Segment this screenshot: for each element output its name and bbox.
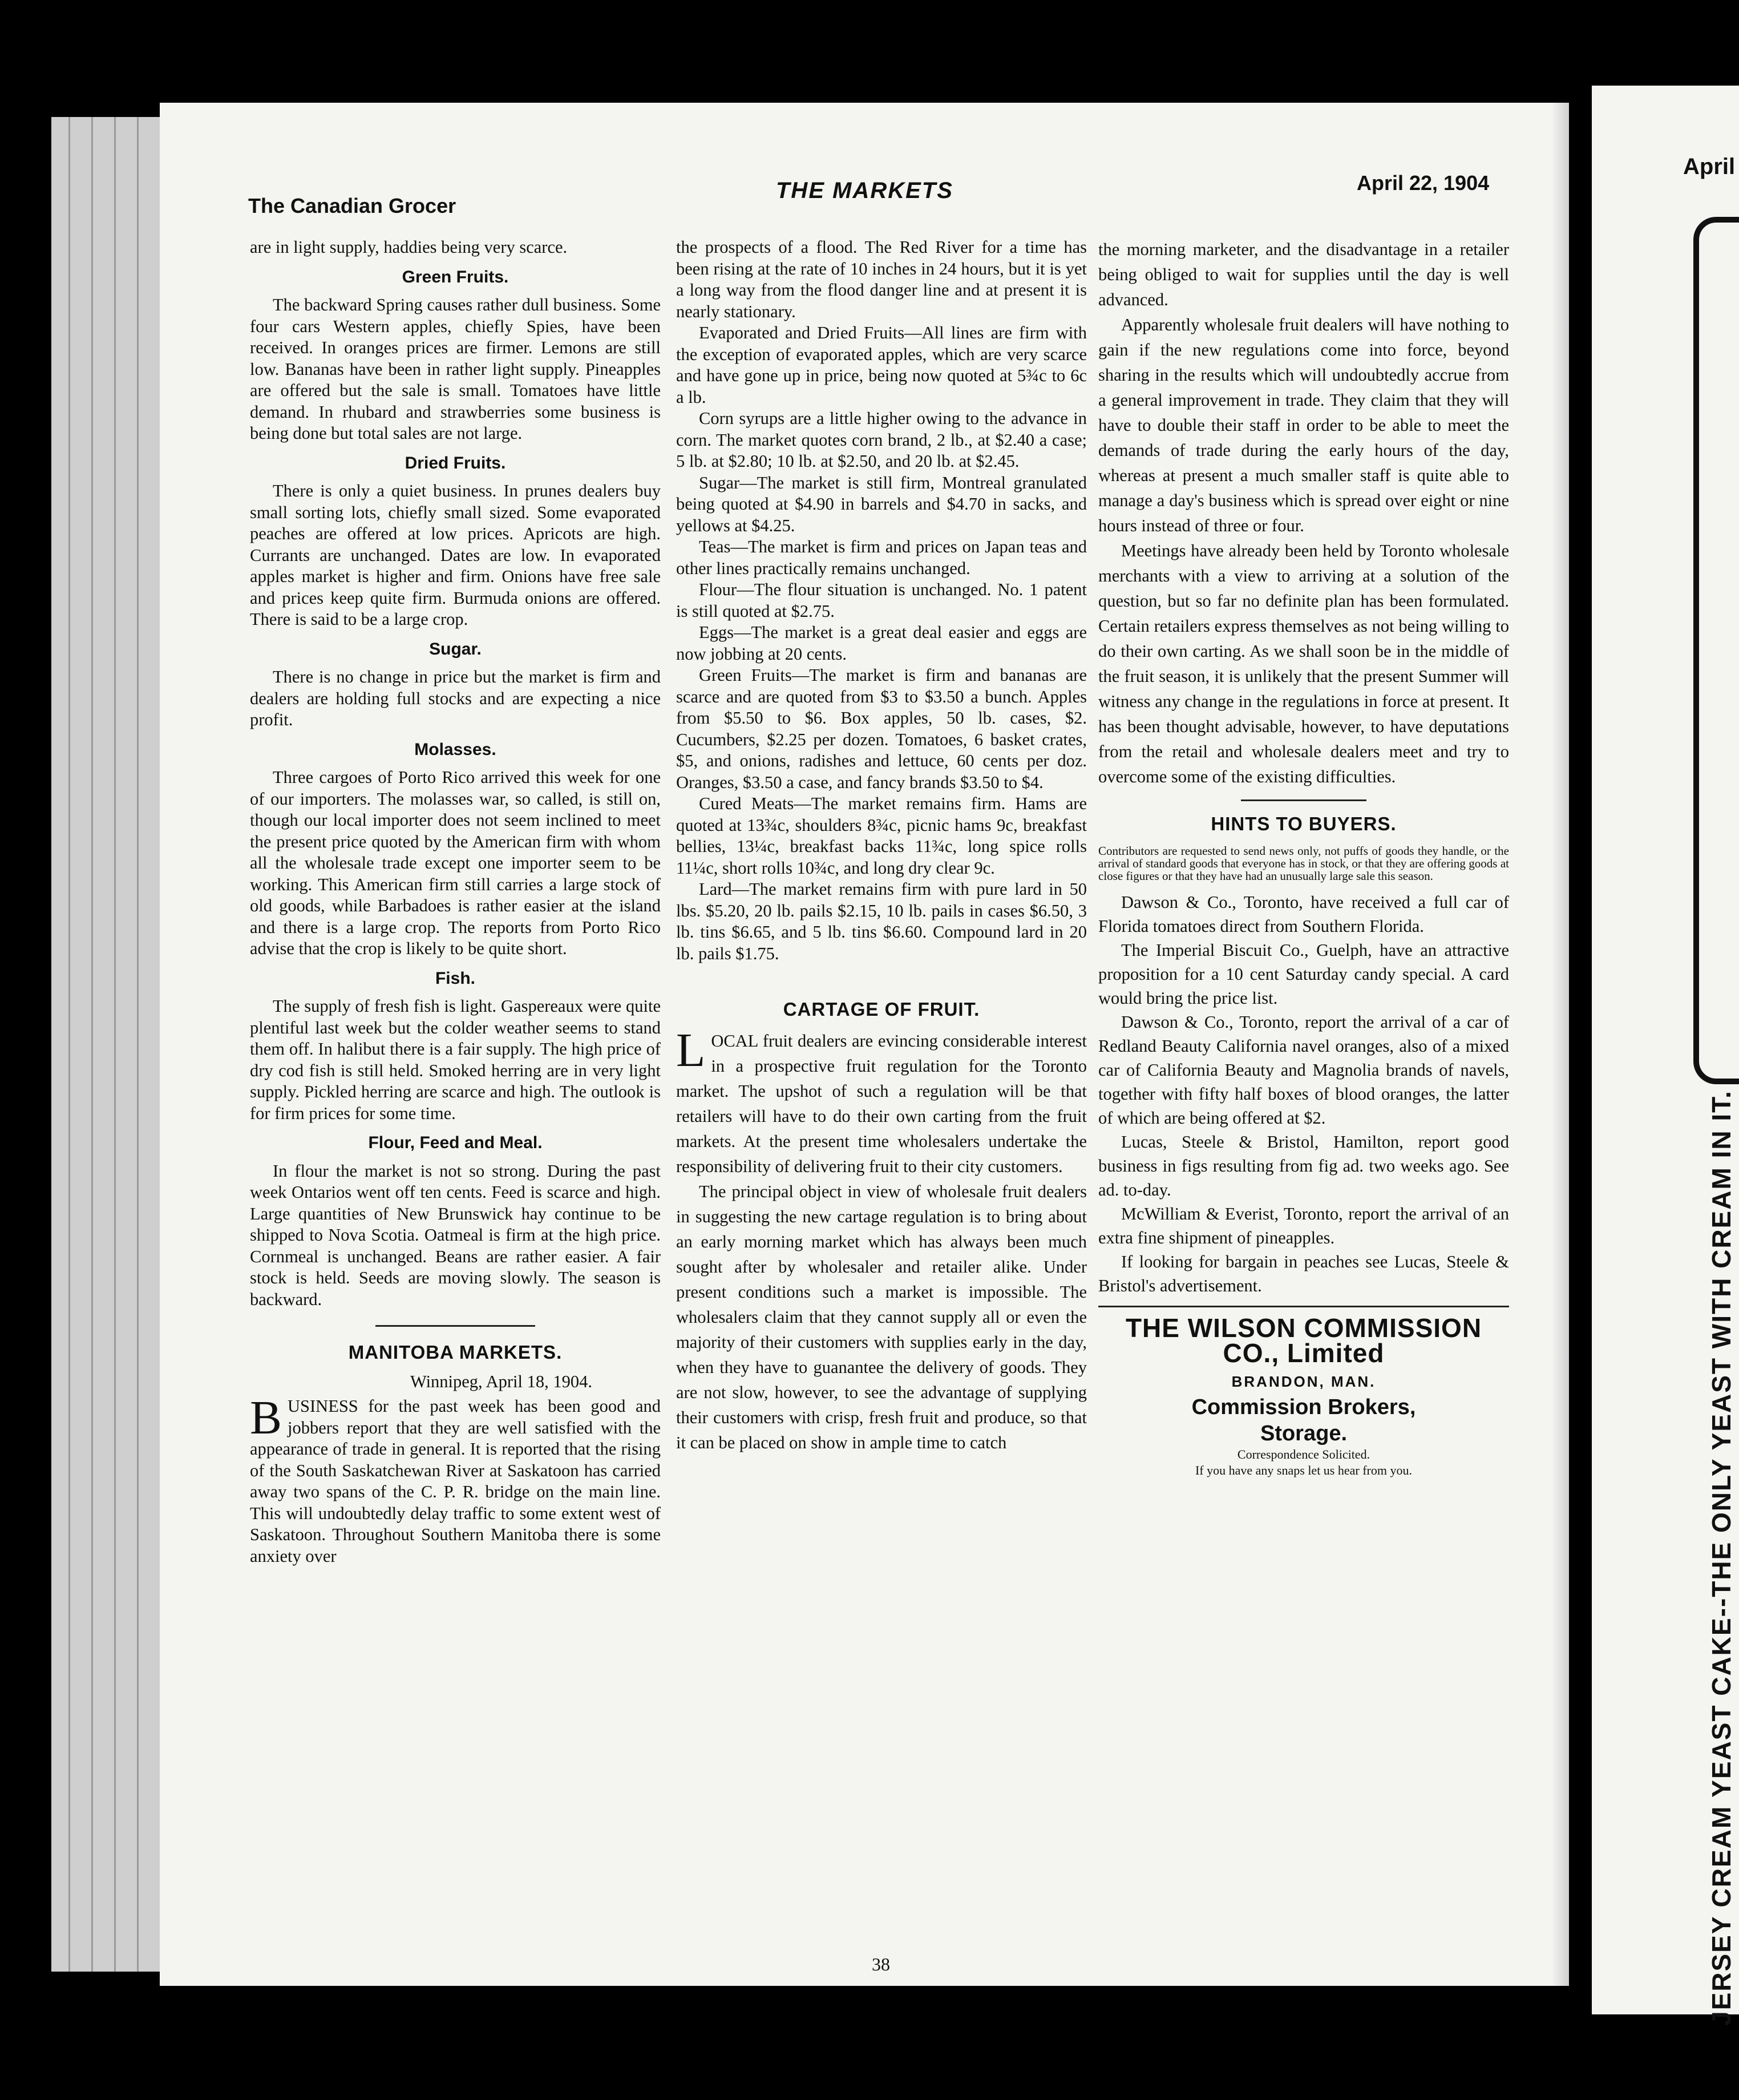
section-divider — [1241, 799, 1366, 801]
page-edge-line — [114, 117, 116, 1972]
paragraph: The Imperial Biscuit Co., Guelph, have an attractive proposition for a 10 cent Saturday candy special. A card would bring the price list. — [1098, 940, 1509, 1008]
paragraph: the morning marketer, and the disadvantage in a retailer being obliged to wait for supplies until the day is well advanced. — [1098, 240, 1509, 309]
editorial-note: Contributors are requested to send news only, not puffs of goods they handle, or the arrival of standard goods that everyone has in stock, or that they are offering goods at close figures or that they have had an unusually large sale this season. — [1098, 844, 1509, 883]
paragraph: There is no change in price but the market is firm and dealers are holding full stocks and are expecting a nice profit. — [250, 667, 661, 729]
ad-top-rule — [1098, 1306, 1509, 1307]
subheading-sugar: Sugar. — [429, 639, 482, 659]
paragraph: OCAL fruit dealers are evincing considerable interest in a prospective fruit regulation for the Toronto market. The upshot of such a regulation will be that retailers will have to do their own carting from the fruit markets. At the present time wholesalers undertake the responsibility of delivering fruit to their city customers. — [676, 1031, 1087, 1176]
headline-manitoba-markets: MANITOBA MARKETS. — [348, 1342, 563, 1363]
newspaper-page — [160, 103, 1569, 1986]
paragraph: McWilliam & Everist, Toronto, report the arrival of an extra fine shipment of pineapples. — [1098, 1204, 1509, 1247]
column-2 — [676, 237, 1087, 1455]
paragraph: the prospects of a flood. The Red River for a time has been rising at the rate of 10 inches in 24 hours, but it is yet a long way from the flood danger line and at present it is nearly stationary. — [676, 237, 1087, 321]
wilson-commission-advertisement — [1098, 1315, 1509, 1479]
paragraph: Lard—The market remains firm with pure lard in 50 lbs. $5.20, 20 lb. pails $2.15, 10 lb. pails in cases $6.50, 3 lb. tins $6.65, and 5 lb. tins $6.60. Compound lard in 20 lb. pails $1.75. — [676, 879, 1087, 963]
paragraph: Teas—The market is firm and prices on Japan teas and other lines practically remains unchanged. — [676, 537, 1087, 578]
paragraph: Evaporated and Dried Fruits—All lines are firm with the exception of evaporated apples, which are very scarce and have gone up in price, being now quoted at 5¾c to 6c a lb. — [676, 323, 1087, 407]
paragraph: Lucas, Steele & Bristol, Hamilton, report good business in figs resulting from fig ad. two weeks ago. See ad. to-day. — [1098, 1132, 1509, 1200]
ad-note: If you have any snaps let us hear from you. — [1195, 1463, 1412, 1477]
subheading-molasses: Molasses. — [414, 740, 496, 759]
book-page-edges — [51, 117, 161, 1972]
paragraph: are in light supply, haddies being very scarce. — [250, 237, 568, 257]
facing-page — [1592, 86, 1739, 2026]
headline-hints-to-buyers: HINTS TO BUYERS. — [1211, 813, 1397, 834]
column-3 — [1098, 237, 1509, 1479]
ad-note: Correspondence Solicited. — [1237, 1447, 1370, 1461]
paragraph: Green Fruits—The market is firm and bananas are scarce and are quoted from $3 to $3.50 a bunch. Apples from $5.50 to $6. Box apples, 50 lb. cases, $2. Cucumbers, $2.25 per dozen. Tomatoes, 6 basket crates, $5, and onions, radishes and lettuce, 60 cents per doz. Oranges, $3.50 a case, and fancy brands $3.50 to $4. — [676, 665, 1087, 792]
paragraph: If looking for bargain in peaches see Lucas, Steele & Bristol's advertisement. — [1098, 1252, 1509, 1295]
paragraph: Flour—The flour situation is unchanged. No. 1 patent is still quoted at $2.75. — [676, 580, 1087, 621]
page-edge-line — [68, 117, 70, 1972]
ad-service: Commission Brokers, — [1191, 1395, 1416, 1419]
paragraph: In flour the market is not so strong. During the past week Ontarios went off ten cents. Feed is scarce and high. Large quantities of New Brunswick hay continue to be shipped to Nova Scotia. Oatmeal is firm at the high price. Cornmeal is unchanged. Beans are rather easier. A fair stock is held. Seeds are moving slowly. The season is backward. — [250, 1161, 661, 1309]
subheading-flour-feed-meal: Flour, Feed and Meal. — [368, 1133, 543, 1152]
facing-page-ad-border — [1693, 217, 1739, 1084]
paragraph: Meetings have already been held by Toronto wholesale merchants with a view to arriving at a solution of the question, but so far no definite plan has been formulated. Certain retailers express themselves as not being willing to do their own carting. As we shall soon be in the middle of the fruit season, it is unlikely that the present Summer will witness any change in the regulations in force at present. It has been thought advisable, however, to have deputations from the retail and wholesale dealers meet and try to overcome some of the existing difficulties. — [1098, 541, 1509, 786]
page-number: 38 — [872, 1954, 890, 1974]
paragraph: USINESS for the past week has been good and jobbers report that they are well satisfied with the appearance of trade in general. It is reported that the rising of the South Saskatchewan River at Saskatoon has carried away two spans of the C. P. R. bridge on the main line. This will undoubtedly delay traffic to some extent west of Saskatoon. Throughout Southern Manitoba there is some anxiety over — [250, 1396, 661, 1566]
page-edge-line — [137, 117, 139, 1972]
paragraph: Dawson & Co., Toronto, have received a full car of Florida tomatoes direct from Southern Florida. — [1098, 892, 1509, 936]
paragraph: Cured Meats—The market remains firm. Hams are quoted at 13¾c, shoulders 8¾c, picnic hams 9c, breakfast bellies, 13¼c, breakfast backs 11¾c, long spice rolls 11¼c, short rolls 10¾c, and long dry clear 9c. — [676, 794, 1087, 878]
dateline: Winnipeg, April 18, 1904. — [410, 1371, 592, 1391]
paragraph: Apparently wholesale fruit dealers will have nothing to gain if the new regulations come into force, beyond sharing in the results which will undoubtedly accrue from a general improvement in trade. They claim that they will have to double their staff in order to be able to meet the demands of trade during the early hours of the day, whereas at present a much smaller staff is quite able to manage a day's business which is spread over eight or nine hours instead of three or four. — [1098, 315, 1509, 535]
paragraph: Corn syrups are a little higher owing to the advance in corn. The market quotes corn brand, 2 lb., at $2.40 a case; 5 lb. at $2.80; 10 lb. at $2.50, and 20 lb. at $2.45. — [676, 409, 1087, 471]
paragraph: Dawson & Co., Toronto, report the arrival of a car of Redland Beauty California navel oranges, also of a mixed car of California Beauty and Magnolia brands of navels, together with fifty half boxes of blood oranges, the latter of which are being offered at $2. — [1098, 1012, 1509, 1128]
paragraph: The principal object in view of wholesale fruit dealers in suggesting the new cartage regulation is to bring about an early morning market which has always been much sought after by wholesaler and retailer alike. Under present conditions such a market is impossible. The wholesalers claim that they cannot supply all or even the majority of their customers with supplies early in the day, when they have to guanantee the delivery of goods. They are not slow, however, to see the advantage of supplying their customers with crisp, fresh fruit and produce, so that it can be placed on show in ample time to catch — [676, 1181, 1087, 1452]
facing-page-header: April — [1683, 154, 1736, 179]
ad-company-name: THE WILSON COMMISSION CO., Limited — [1125, 1313, 1482, 1368]
subheading-dried-fruits: Dried Fruits. — [405, 453, 506, 472]
issue-date: April 22, 1904 — [1357, 171, 1490, 195]
paragraph: Eggs—The market is a great deal easier and eggs are now jobbing at 20 cents. — [676, 623, 1087, 664]
ad-service: Storage. — [1260, 1421, 1348, 1445]
subheading-green-fruits: Green Fruits. — [402, 267, 509, 286]
page-edge-line — [91, 117, 93, 1972]
column-1 — [250, 237, 661, 1567]
paragraph: Three cargoes of Porto Rico arrived this week for one of our importers. The molasses war, so called, is still on, though our local importer does not seem inclined to meet the present price quoted by the American firm with whom all the wholesale trade except one importer seem to be working. This American firm still carries a large stock of old goods, while Barbadoes is rather easier at the island and there is a large crop. The reports from Porto Rico advise that the crop is likely to be quite short. — [250, 768, 661, 958]
subheading-fish: Fish. — [435, 968, 475, 988]
publication-name: The Canadian Grocer — [248, 194, 456, 217]
paragraph: The supply of fresh fish is light. Gaspereaux were quite plentiful last week but the colder weather seems to stand them off. In halibut there is a fair supply. The high price of dry cod fish is still held. Smoked herring are in very light supply. Pickled herring are scarce and high. The outlook is for firm prices for some time. — [250, 996, 661, 1123]
vertical-advertisement: JERSEY CREAM YEAST CAKE--THE ONLY YEAST WITH CREAM IN IT. — [1706, 1090, 1736, 2026]
paragraph: The backward Spring causes rather dull business. Some four cars Western apples, chiefly Spies, have been received. In oranges prices are firmer. Lemons are still low. Bananas have been in rather light supply. Pineapples are offered but the sale is small. Tomatoes have little demand. In rhubard and strawberries some business is being done but total sales are not large. — [250, 295, 661, 443]
paragraph: Sugar—The market is still firm, Montreal granulated being quoted at $4.90 in barrels and $4.70 in sacks, and yellows at $4.25. — [676, 472, 1087, 535]
section-title: THE MARKETS — [776, 178, 953, 203]
drop-cap: B — [250, 1391, 282, 1444]
section-divider — [375, 1325, 535, 1327]
page-gutter — [1552, 103, 1569, 1986]
paragraph: There is only a quiet business. In prunes dealers buy small sorting lots, chiefly small sized. Some evaporated peaches are offered at low prices. Apricots are high. Currants are unchanged. Dates are low. In evaporated apples market is higher and firm. Onions have free sale and prices keep quite firm. Burmuda onions are offered. There is said to be a large crop. — [250, 481, 661, 629]
drop-cap: L — [676, 1023, 706, 1077]
ad-city: BRANDON, MAN. — [1231, 1373, 1376, 1390]
headline-cartage-of-fruit: CARTAGE OF FRUIT. — [783, 999, 980, 1020]
